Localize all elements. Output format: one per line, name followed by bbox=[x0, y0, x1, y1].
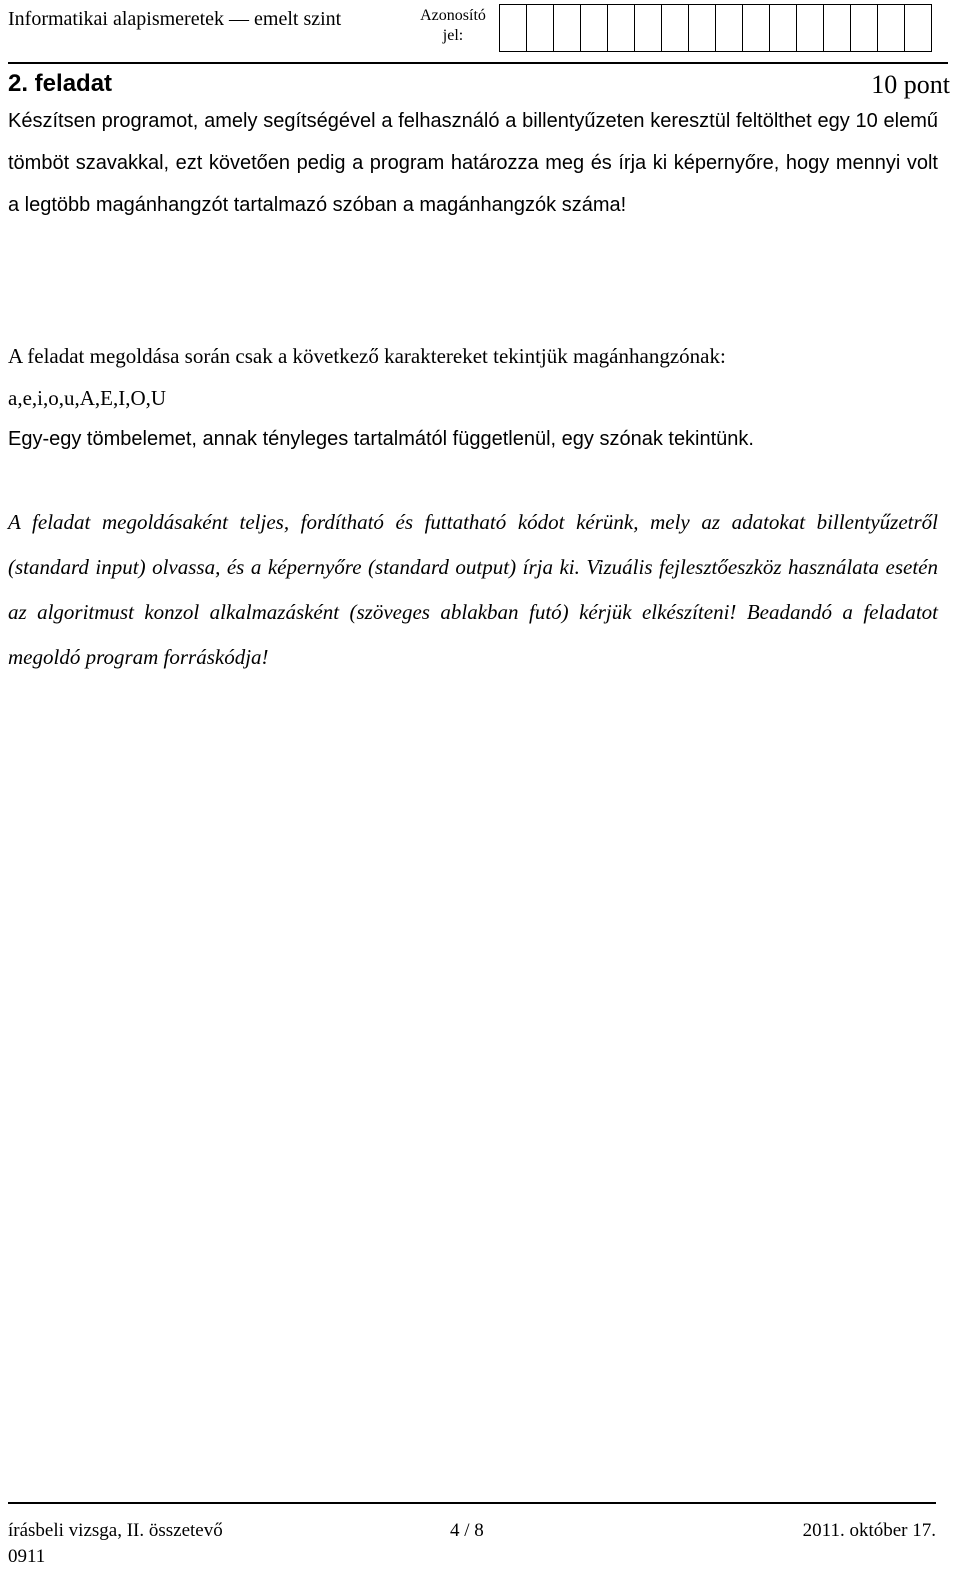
vowel-chars: a,e,i,o,u,A,E,I,O,U bbox=[8, 386, 167, 410]
vowel-rule-text: A feladat megoldása során csak a következő karaktereket tekintjük magánhangzónak: bbox=[8, 344, 726, 368]
footer-exam-label: írásbeli vizsga, II. összetevő bbox=[8, 1520, 223, 1541]
task-description: Készítsen programot, amely segítségével a felhasználó a billentyűzeten keresztül feltölthet egy 10 elemű tömböt szavakkal, ezt követően pedig a program határozza meg és írja ki képernyőre, hogy mennyi volt a legtöbb magánhangzót tartalmazó szóban a magánhangzók száma! bbox=[8, 110, 938, 216]
id-box bbox=[796, 4, 824, 52]
id-box bbox=[715, 4, 743, 52]
exam-date: 2011. október 17. bbox=[802, 1520, 936, 1541]
header-divider bbox=[8, 62, 948, 64]
id-box bbox=[688, 4, 716, 52]
id-boxes bbox=[500, 4, 932, 52]
id-box bbox=[904, 4, 932, 52]
id-box bbox=[607, 4, 635, 52]
task-title: 2. feladat bbox=[8, 70, 113, 97]
page-header bbox=[8, 4, 948, 60]
task-points: 10 pont bbox=[871, 70, 950, 99]
footer-divider bbox=[8, 1502, 936, 1504]
id-box bbox=[553, 4, 581, 52]
id-box bbox=[526, 4, 554, 52]
id-box bbox=[742, 4, 770, 52]
id-box bbox=[661, 4, 689, 52]
page-number: 4 / 8 bbox=[450, 1520, 484, 1541]
id-box bbox=[769, 4, 797, 52]
id-box bbox=[877, 4, 905, 52]
word-rule-text: Egy-egy tömbelemet, annak tényleges tartalmától függetlenül, egy szónak tekintünk. bbox=[8, 428, 754, 450]
id-label: Azonosító jel: bbox=[420, 7, 486, 44]
id-box bbox=[850, 4, 878, 52]
exam-code: 0911 bbox=[8, 1546, 46, 1567]
id-box bbox=[499, 4, 527, 52]
submission-instructions: A feladat megoldásaként teljes, fordítható és futtatható kódot kérünk, mely az adatokat billentyűzetről (standard input) olvassa, és a képernyőre (standard output) írja ki. Vizuális fejlesztőeszköz használata esetén az algoritmust konzol alkalmazásként (szöveges ablakban futó) kérjük elkészíteni! Beadandó a feladatot megoldó program forráskódja! bbox=[8, 510, 938, 669]
id-box bbox=[580, 4, 608, 52]
header-title: Informatikai alapismeretek — emelt szint bbox=[8, 8, 342, 30]
id-box bbox=[823, 4, 851, 52]
id-box bbox=[634, 4, 662, 52]
